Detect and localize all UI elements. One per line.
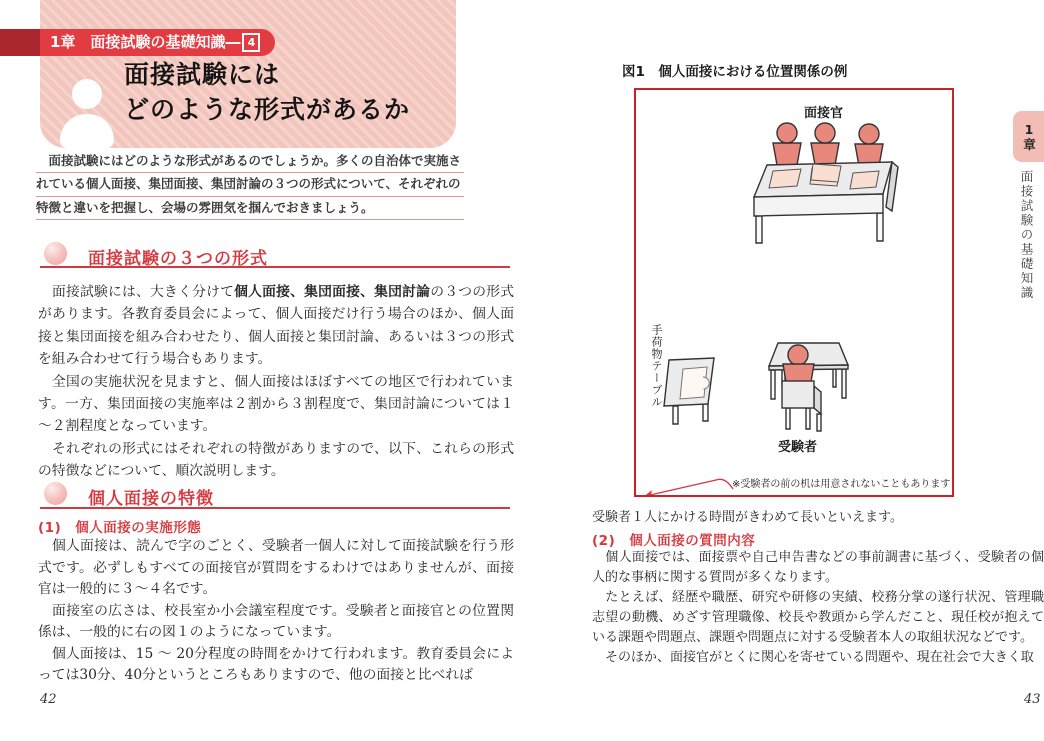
lead-line: 特徴と違いを把握し、会場の雰囲気を掴んでおきましょう。 — [36, 197, 464, 220]
section2-bullet-ball — [44, 482, 67, 505]
right-page-body — [592, 548, 1044, 668]
interviewers-label: 面接官 — [804, 106, 844, 121]
figure-box — [634, 88, 954, 497]
lead-line: れている個人面接、集団面接、集団討論の３つの形式について、それぞれの — [36, 173, 464, 196]
text-run-bold: 個人面接、集団面接、集団討論 — [234, 284, 431, 300]
text-run: の３つの形式があります。各教育委員会によって、個人面接だけ行う場合のほか、個人面接と集団面接を組み合わせたり、個人面接と集団討論、あるいは３つの形式を組み合わせて行う場合もあります。 — [38, 284, 515, 368]
banner-number-box — [242, 33, 260, 52]
banner-text: 1章 面接試験の基礎知識― — [50, 33, 241, 51]
page-number-right: 43 — [1024, 692, 1041, 707]
section1-heading: 面接試験の３つの形式 — [88, 249, 268, 269]
paragraph: 全国の実施状況を見ますと、個人面接はほぼすべての地区で行われています。一方、集団面接の実施率は２割から３割程度で、集団討論については１～２割程度となっています。 — [38, 373, 514, 435]
page-title — [124, 57, 410, 127]
lead-paragraph — [36, 150, 464, 220]
interviewer-figures — [773, 123, 883, 166]
baggage-table-label: 手荷物テーブル — [650, 324, 663, 408]
section1-body — [38, 281, 514, 483]
text-run: 面接試験には、大きく分けて — [38, 284, 235, 300]
chapter-side-label: 面接試験の基礎知識 — [1019, 170, 1034, 301]
paragraph: たとえば、経歴や職歴、研究や研修の実績、校務分掌の遂行状況、管理職志望の動機、めざす管理職像、校長や教頭から学んだこと、現任校が抱えている課題や問題点、課題や問題点に対する受験者本人の取組状況などです。 — [592, 590, 1044, 645]
lead-line: 面接試験にはどのような形式があるのでしょうか。多くの自治体で実施さ — [36, 150, 464, 173]
baggage-table — [664, 358, 714, 424]
person-icon-body — [60, 114, 114, 148]
section2-underline — [40, 507, 510, 509]
figure-caption: 図1 個人面接における位置関係の例 — [622, 64, 848, 80]
paragraph: そのほか、面接官がとくに関心を寄せている問題や、現在社会で大きく取 — [592, 650, 1034, 665]
examinee-label: 受験者 — [778, 440, 818, 455]
paragraph: 面接室の広さは、校長室か小会議室程度です。受験者と面接官との位置関係は、一般的に右の図１のようになっています。 — [38, 602, 514, 640]
person-icon — [60, 79, 114, 148]
section1-bullet-ball — [44, 242, 67, 265]
paragraph — [38, 281, 514, 371]
banner-label — [40, 29, 275, 56]
paragraph: 個人面接は、15 ～ 20分程度の時間をかけて行われます。教育委員会によっては30分、40分というところもありますので、他の面接と比べれば — [38, 645, 514, 683]
note-leader-line — [642, 479, 733, 495]
banner-spine-segment — [0, 29, 40, 56]
continued-paragraph: 受験者１人にかける時間がきわめて長いといえます。 — [592, 510, 903, 525]
section1-underline — [40, 266, 510, 268]
subheading-2: (2) 個人面接の質問内容 — [592, 533, 756, 549]
examinee-chair — [782, 381, 821, 431]
figure-diagram — [636, 90, 952, 495]
section2-heading: 個人面接の特徴 — [88, 489, 214, 509]
section2-body — [38, 536, 514, 687]
banner-number: 4 — [247, 36, 256, 49]
paragraph: それぞれの形式にはそれぞれの特徴がありますので、以下、これらの形式の特徴などについて、順次説明します。 — [38, 440, 514, 480]
page-title-line1: 面接試験には — [124, 60, 281, 89]
chapter-banner — [0, 29, 275, 56]
paragraph: 個人面接では、面接票や自己申告書などの事前調書に基づく、受験者の個人的な事柄に関する質問が多くなります。 — [592, 550, 1044, 585]
page-title-line2: どのような形式があるか — [124, 95, 411, 124]
chapter-side-tab — [1013, 111, 1044, 162]
chapter-side-tab-text: 1章 — [1021, 121, 1037, 152]
page-number-left: 42 — [40, 692, 57, 707]
subheading-1: (1) 個人面接の実施形態 — [38, 520, 202, 536]
figure-note: ※受験者の前の机は用意されないこともあります — [732, 479, 951, 490]
person-icon-head — [72, 79, 102, 109]
paragraph: 個人面接は、読んで字のごとく、受験者一個人に対して面接試験を行う形式です。必ずしもすべての面接官が質問をするわけではありませんが、面接官は一般的に３～４名です。 — [38, 538, 514, 597]
